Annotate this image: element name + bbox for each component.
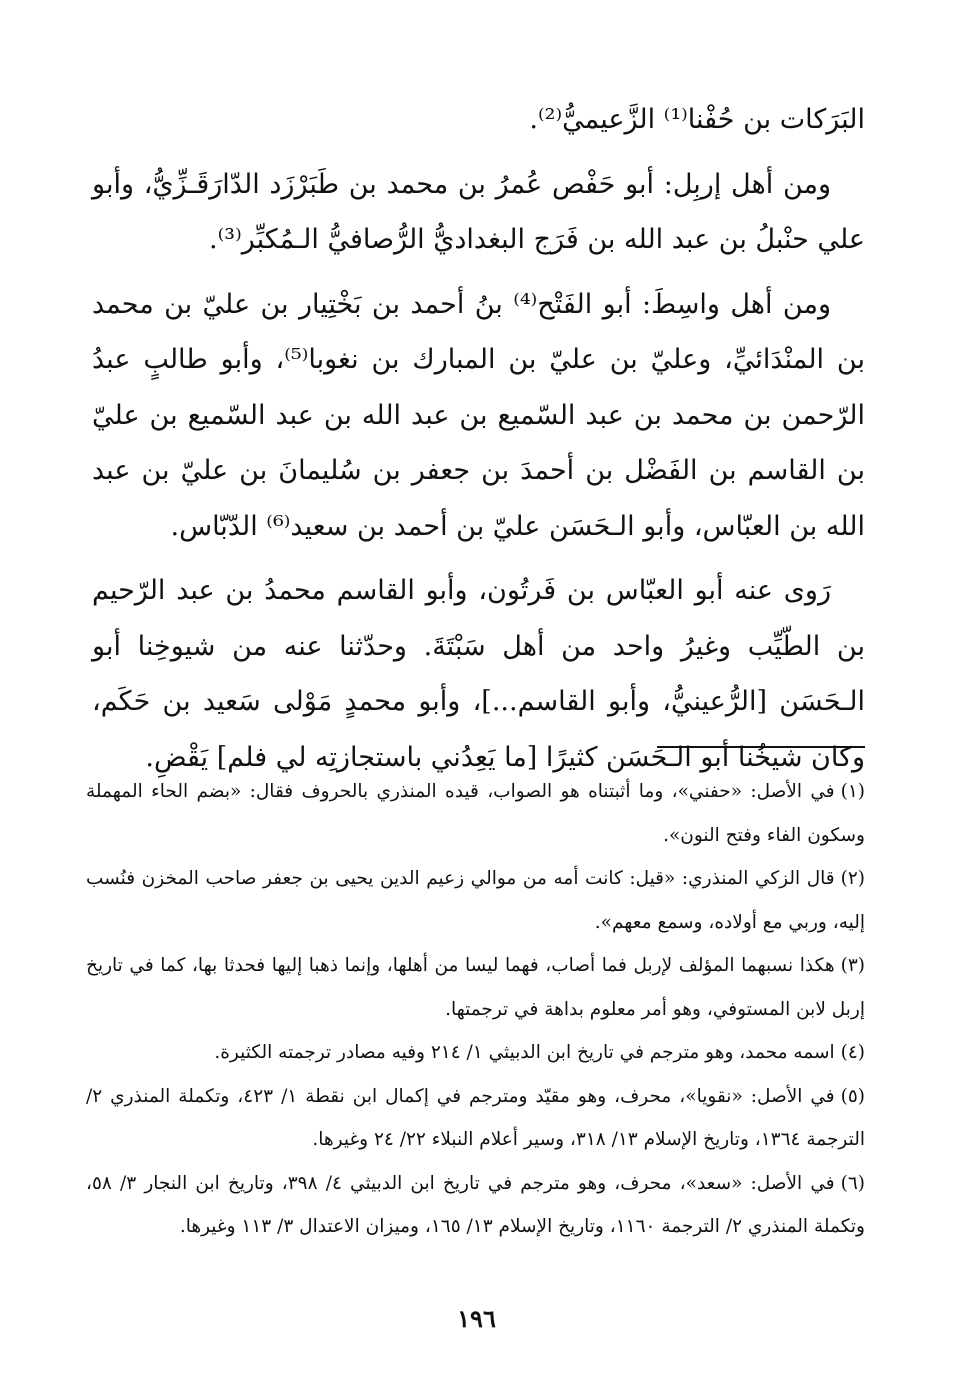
footnote-number: (١) xyxy=(840,781,865,802)
footnote-number: (٣) xyxy=(840,955,865,976)
footnote-number: (٥) xyxy=(840,1085,865,1107)
footnote-5 xyxy=(86,1075,865,1162)
paragraph-3: ومن أهل واسِطَ: أبو الفَتْح⁽⁴⁾ بنُ أحمد بن بَخْتِيار بن عليّ بن محمد بن المنْدَائيِّ، وعليّ بن عليّ بن المبارك بن نغوبا⁽⁵⁾، وأبو طالبٍ عبدُ الرّحمن بن محمد بن عبد السّميع بن عبد الله بن عبد السّميع بن عليّ بن القاسم بن الفَضْل بن أحمدَ بن جعفر بن سُليمانَ بن عليّ بن عبد الله بن العبّاس، وأبو الـحَسَن عليّ بن أحمد بن سعيد⁽⁶⁾ الدّبّاس. xyxy=(92,288,865,542)
footnote-separator xyxy=(657,746,865,748)
footnote-number: (٤) xyxy=(840,1042,865,1063)
footnote-text: قال الزكي المنذري: «قيل: كانت أمه من موالي زعيم الدين يحيى بن جعفر صاحب المخزن فنُسب إليه، وربي مع أولاده، وسمع معهم». xyxy=(86,868,865,933)
footnote-4 xyxy=(86,1031,865,1075)
footnote-number: (٢) xyxy=(840,868,865,889)
footnote-text: في الأصل: «حفني»، وما أثبتناه هو الصواب، قيده المنذري بالحروف فقال: «بضم الحاء المهملة وسكون الفاء وفتح النون». xyxy=(86,781,865,846)
footnote-text: اسمه محمد، وهو مترجم في تاريخ ابن الدبيثي ١/ ٢١٤ وفيه مصادر ترجمته الكثيرة. xyxy=(214,1042,835,1063)
footnote-3 xyxy=(86,944,865,1031)
page-number: ١٩٦ xyxy=(457,1304,496,1333)
footnotes xyxy=(86,770,865,1249)
paragraph-1: البَرَكات بن حُفْنا⁽¹⁾ الزَّعيميُّ⁽²⁾. xyxy=(529,104,865,135)
main-text xyxy=(92,92,865,794)
footnote-number: (٦) xyxy=(840,1172,865,1194)
footnote-2 xyxy=(86,857,865,944)
paragraph-2: ومن أهل إربِل: أبو حَفْص عُمرُ بن محمد بن طَبَرْزَد الدّارَقَـزِّيُّ، وأبو علي حنْبلُ بن عبد الله بن فَرَج البغداديُّ الرُّصافيُّ الـمُكبِّر⁽³⁾. xyxy=(92,168,865,255)
footnote-text: هكذا نسبهما المؤلف لإربل فما أصاب، فهما ليسا من أهلها، وإنما ذهبا إليها فحدثا بها، كما في تاريخ إربل لابن المستوفي، وهو أمر معلوم بداهة في ترجمتها. xyxy=(86,955,865,1020)
footnote-1 xyxy=(86,770,865,857)
footnote-6 xyxy=(86,1162,865,1249)
paragraph-4: رَوى عنه أبو العبّاس بن فَرتُون، وأبو القاسم محمدُ بن عبد الرّحيم بن الطّيِّب وغيرُ واحد من أهل سَبْتَةَ. وحدّثنا عنه من شيوخِنا أبو الـحَسَن [الرُّعينيُّ، وأبو القاسم...]، وأبو محمدٍ مَوْلى سَعيد بن حَكَم، وكان شيخُنا أبو الـحَسَن كثيرًا [ما يَعِدُني باستجازتِه لي فلم] يَقْضِ. xyxy=(92,575,865,773)
footnote-text: في الأصل: «سعد»، محرف، وهو مترجم في تاريخ ابن الدبيثي ٤/ ٣٩٨، وتاريخ ابن النجار ٣/ ٥٨، وتكملة المنذري ٢/ الترجمة ١١٦٠، وتاريخ الإسلام ١٣/ ١٦٥، وميزان الاعتدال ٣/ ١١٣ وغيرها. xyxy=(86,1172,865,1237)
footnote-text: في الأصل: «نقويا»، محرف، وهو مقيّد ومترجم في إكمال ابن نقطة ١/ ٤٢٣، وتكملة المنذري ٢/ الترجمة ١٣٦٤، وتاريخ الإسلام ١٣/ ٣١٨، وسير أعلام النبلاء ٢٢/ ٢٤ وغيرها. xyxy=(86,1085,865,1150)
